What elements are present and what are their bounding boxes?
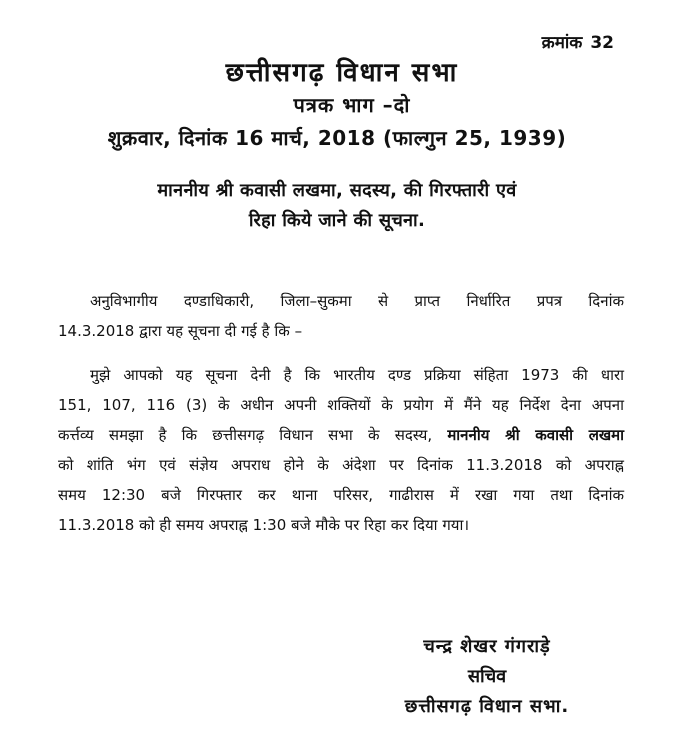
date-line: शुक्रवार, दिनांक 16 मार्च, 2018 (फाल्गुन 25, 1939) [107, 126, 567, 150]
member-name-bold: माननीय श्री कवासी लखमा [447, 426, 624, 444]
part-title: पत्रक भाग –दो [293, 93, 411, 117]
signatory-name: चन्द्र शेखर गंगराड़े [423, 636, 551, 657]
paragraph-2-line-5: समय 12:30 बजे गिरफ्तार कर थाना परिसर, गाढीरास में रखा गया तथा दिनांक [58, 486, 624, 504]
paragraph-2-line-1: मुझे आपको यह सूचना देनी है कि भारतीय दण्ड प्रक्रिया संहिता 1973 की धारा [90, 366, 624, 384]
paragraph-1-line-1: अनुविभागीय दण्डाधिकारी, जिला–सुकमा से प्राप्त निर्धारित प्रपत्र दिनांक [90, 292, 624, 310]
paragraph-2-line-6: 11.3.2018 को ही समय अपराह्न 1:30 बजे मौके पर रिहा कर दिया गया। [58, 516, 470, 534]
paragraph-2 [58, 360, 624, 540]
paragraph-1 [58, 286, 624, 346]
subject-heading [0, 176, 674, 236]
document-header [0, 56, 674, 154]
subject-line-1: माननीय श्री कवासी लखमा, सदस्य, की गिरफ्तारी एवं [157, 180, 517, 201]
signatory-organization: छत्तीसगढ़ विधान सभा. [404, 696, 570, 717]
subject-line-2: रिहा किये जाने की सूचना. [248, 210, 426, 231]
serial-label: क्रमांक [541, 33, 583, 53]
serial-value: 32 [590, 33, 614, 53]
signatory-designation: सचिव [467, 666, 507, 687]
paragraph-2-line-3-text: कर्त्तव्य समझा है कि छत्तीसगढ़ विधान सभा के सदस्य, [58, 426, 448, 444]
paragraph-1-line-2: 14.3.2018 द्वारा यह सूचना दी गई है कि – [58, 322, 303, 340]
paragraph-2-line-4: को शांति भंग एवं संज्ञेय अपराध होने के अंदेशा पर दिनांक 11.3.2018 को अपराह्न [58, 456, 624, 474]
signature-block [372, 632, 602, 722]
serial-number [542, 30, 614, 53]
organization-title: छत्तीसगढ़ विधान सभा [225, 58, 459, 88]
paragraph-2-line-2: 151, 107, 116 (3) के अधीन अपनी शक्तियों के प्रयोग में मैंने यह निर्देश देना अपना [58, 396, 624, 414]
paragraph-2-line-3 [58, 420, 624, 450]
